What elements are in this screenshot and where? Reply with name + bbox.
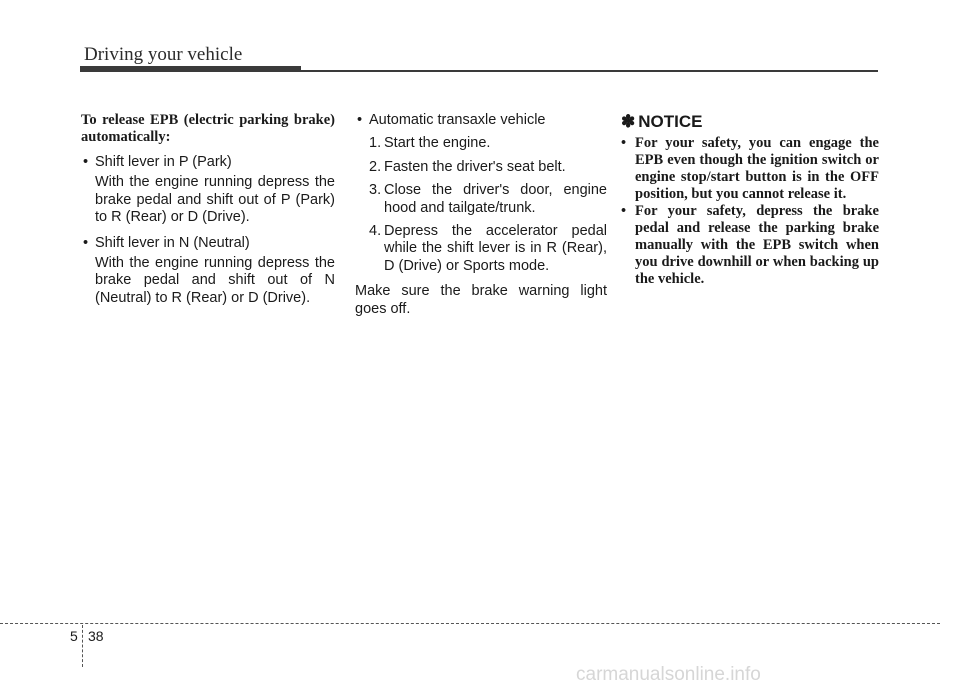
bullet-glyph: • [83, 154, 89, 170]
notice-heading [621, 112, 879, 132]
step-item [355, 182, 607, 217]
bullet-glyph: • [83, 234, 89, 251]
step-number: 2. [369, 158, 382, 175]
footer-rule [0, 623, 940, 624]
notice-item [621, 135, 879, 203]
list-item-label: Shift lever in P (Park) [95, 154, 232, 170]
column-2 [355, 112, 607, 318]
watermark: carmanualsonline.info [576, 664, 761, 685]
list-item [81, 154, 335, 171]
notice-item [621, 203, 879, 288]
header-rule-thin [301, 70, 878, 72]
bullet-glyph: • [621, 135, 627, 151]
list-item-description: With the engine running depress the brake pedal and shift out of P (Park) to R (Rear) or D (Drive). [95, 174, 335, 226]
header-rule-thick [80, 66, 301, 72]
asterisk-icon: ✽ [621, 112, 636, 131]
step-number: 4. [369, 223, 382, 240]
list-item-label: Shift lever in N (Neutral) [95, 234, 250, 251]
chapter-number: 5 [70, 628, 78, 644]
section-heading: To release EPB (electric parking brake) automatically: [81, 112, 335, 145]
step-number: 3. [369, 182, 382, 199]
list-item-label: Automatic transaxle vehicle [369, 112, 546, 128]
step-item [355, 223, 607, 275]
step-item [355, 159, 607, 176]
step-number: 1. [369, 135, 382, 152]
step-text: Close the driver's door, engine hood and tailgate/trunk. [384, 182, 607, 216]
bullet-glyph: • [621, 203, 627, 219]
column-1 [81, 112, 335, 307]
notice-item-text: For your safety, depress the brake pedal and release the parking brake manually with the EPB switch when you drive downhill or when backing up the vehicle. [635, 203, 879, 287]
notice-box [621, 112, 879, 288]
list-item [81, 235, 335, 252]
page-number: 38 [88, 628, 104, 644]
step-text: Fasten the driver's seat belt. [384, 158, 566, 175]
page-header-title: Driving your vehicle [84, 44, 243, 65]
list-item-description: With the engine running depress the brake pedal and shift out of N (Neutral) to R (Rear) or D (Drive). [95, 255, 335, 306]
step-text: Depress the accelerator pedal while the shift lever is in R (Rear), D (Drive) or Sports mode. [384, 223, 607, 274]
closing-paragraph: Make sure the brake warning light goes off. [355, 283, 607, 317]
footer-divider [82, 625, 83, 667]
notice-item-text: For your safety, you can engage the EPB even though the ignition switch or engine stop/start button is in the OFF position, but you cannot release it. [635, 135, 879, 202]
step-text: Start the engine. [384, 135, 491, 152]
step-item [355, 135, 607, 152]
notice-title: NOTICE [638, 112, 703, 131]
bullet-glyph: • [357, 112, 363, 128]
list-item [355, 112, 607, 129]
